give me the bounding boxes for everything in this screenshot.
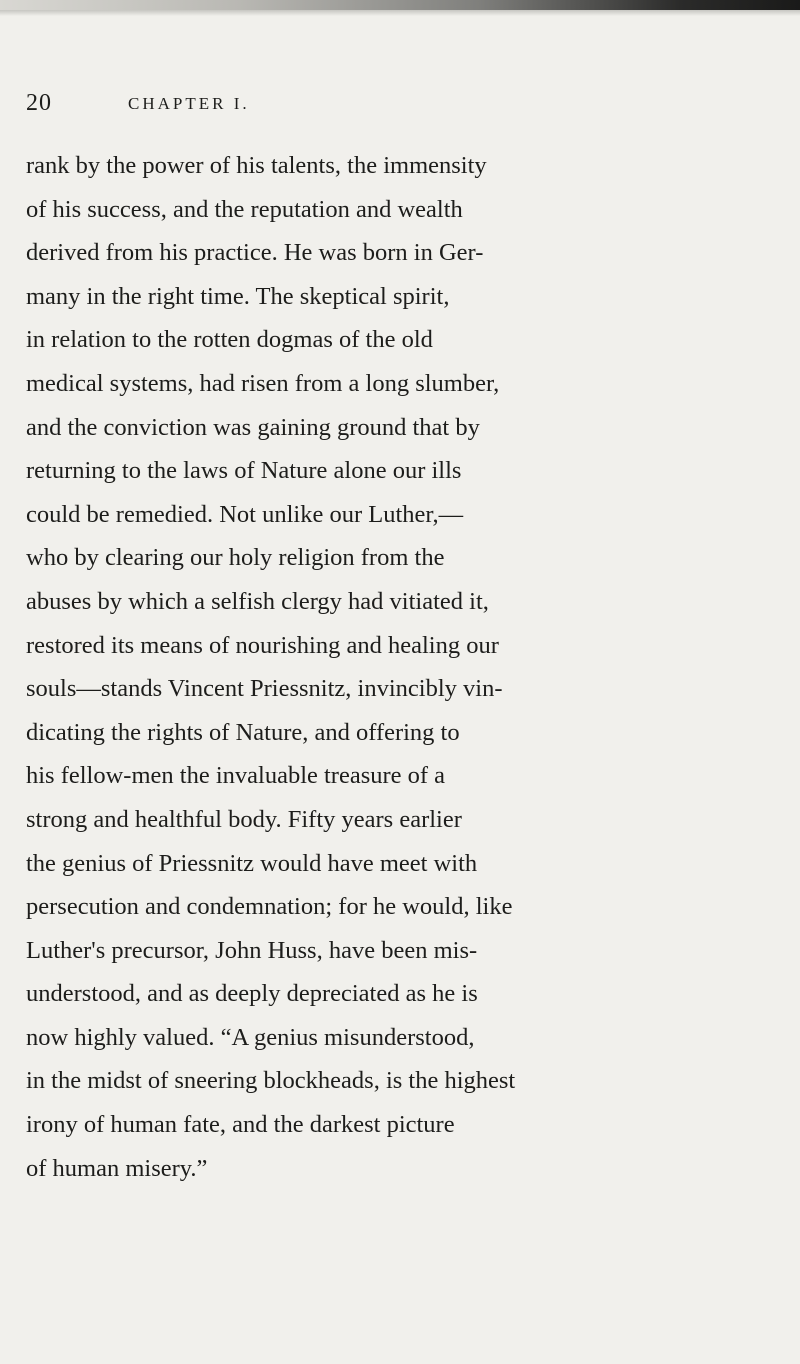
text-line: restored its means of nourishing and healing our xyxy=(26,631,499,659)
text-line: many in the right time. The skeptical spirit, xyxy=(26,282,450,310)
text-line: his fellow-men the invaluable treasure of a xyxy=(26,762,446,790)
text-line: of human misery.” xyxy=(26,1154,208,1182)
text-line: who by clearing our holy religion from the xyxy=(26,544,445,572)
text-line: of his success, and the reputation and wealth xyxy=(26,195,463,223)
text-line: returning to the laws of Nature alone our ills xyxy=(26,457,462,485)
page-header xyxy=(26,90,766,120)
text-line: Luther's precursor, John Huss, have been mis- xyxy=(26,936,478,964)
text-line: and the conviction was gaining ground that by xyxy=(26,413,480,441)
text-line: the genius of Priessnitz would have meet with xyxy=(26,849,478,877)
text-line: dicating the rights of Nature, and offering to xyxy=(26,718,460,746)
text-line: irony of human fate, and the darkest picture xyxy=(26,1111,455,1139)
text-line: understood, and as deeply depreciated as he is xyxy=(26,980,478,1008)
text-line: souls—stands Vincent Priessnitz, invincibly vin- xyxy=(26,675,503,703)
text-line: medical systems, had risen from a long slumber, xyxy=(26,369,500,397)
page-number: 20 xyxy=(26,90,52,116)
text-line: in relation to the rotten dogmas of the old xyxy=(26,326,433,354)
text-line: persecution and condemnation; for he would, like xyxy=(26,893,513,921)
page-top-edge-shadow xyxy=(0,0,800,10)
text-line: derived from his practice. He was born in Ger- xyxy=(26,239,484,267)
text-line: could be remedied. Not unlike our Luther,— xyxy=(26,500,464,528)
running-head: CHAPTER I. xyxy=(128,94,250,113)
text-line: strong and healthful body. Fifty years earlier xyxy=(26,805,462,833)
body-text xyxy=(26,144,800,1190)
text-line: now highly valued. “A genius misunderstood, xyxy=(26,1023,475,1051)
text-line: in the midst of sneering blockheads, is the highest xyxy=(26,1067,516,1095)
text-line: abuses by which a selfish clergy had vitiated it, xyxy=(26,587,489,615)
text-line: rank by the power of his talents, the immensity xyxy=(26,152,487,179)
